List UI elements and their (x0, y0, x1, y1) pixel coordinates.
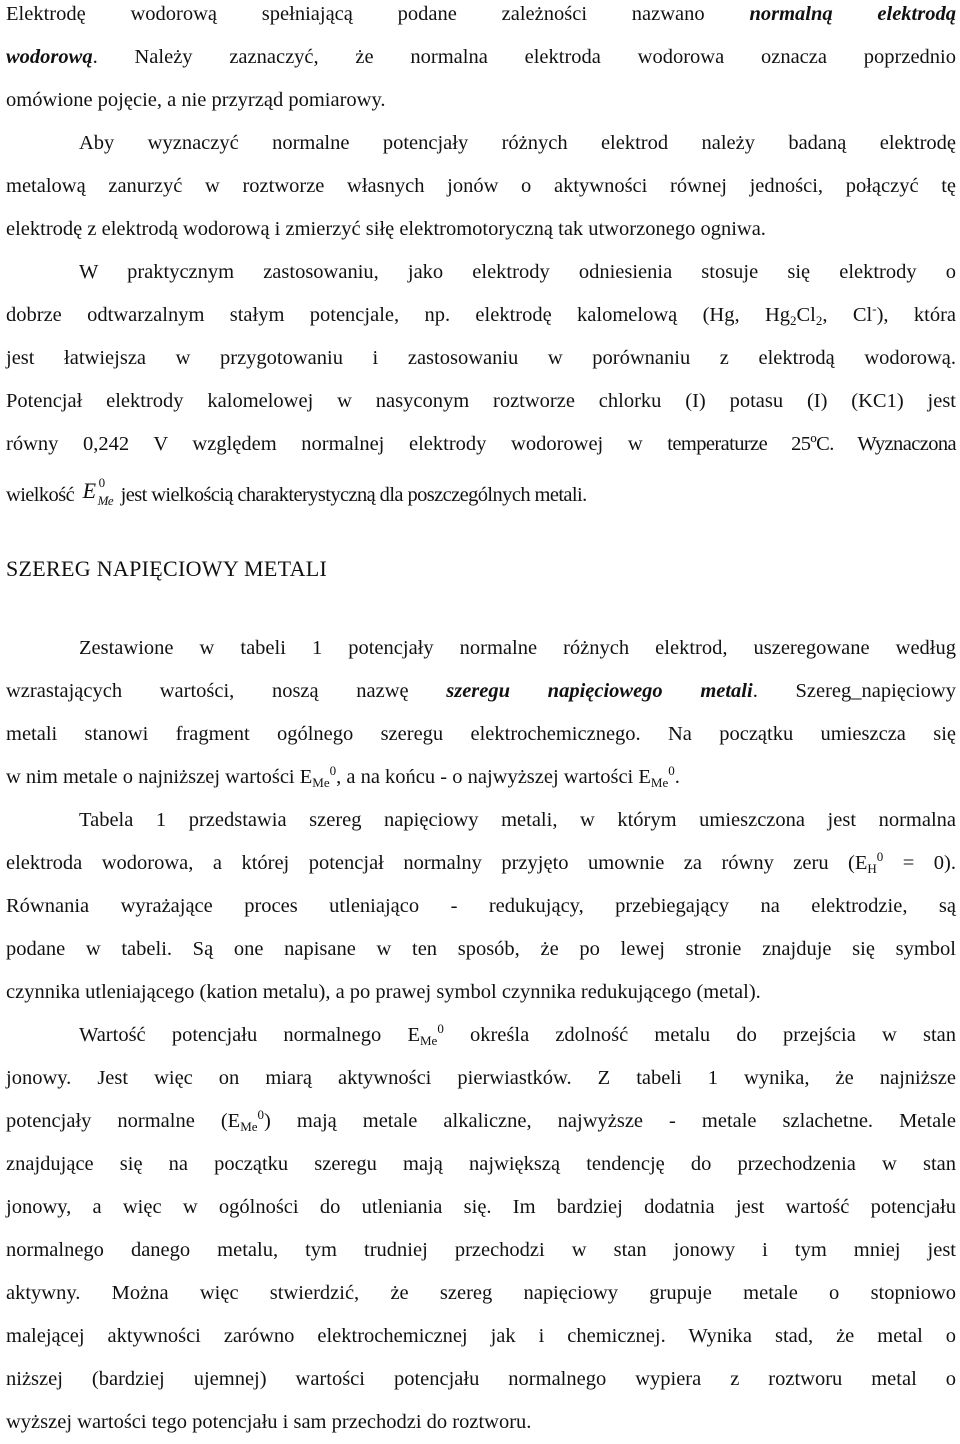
p2-line-2: metalową zanurzyć w roztworze własnych jonów o aktywności równej jedności, połączyć tę (6, 175, 956, 197)
section-heading: SZEREG NAPIĘCIOWY METALI (6, 556, 328, 581)
p3-line-1: W praktycznym zastosowaniu, jako elektrody odniesienia stosuje się elektrody o (79, 261, 956, 283)
text: Elektrodę wodorową spełniającą podane zależności nazwano (6, 3, 750, 25)
superscript: 0 (98, 475, 105, 490)
text: jest wielkością charakterystyczną dla poszczególnych metali. (120, 484, 587, 506)
subscript: H (867, 861, 877, 876)
p4-line-3: metali stanowi fragment ogólnego szeregu elektrochemicznego. Na początku umieszcza się (6, 723, 956, 745)
emphasis-term: wodorową (6, 46, 93, 68)
e-me-zero-symbol (79, 475, 121, 508)
p1-line-1 (6, 2, 956, 26)
text: Cl (796, 304, 816, 326)
superscript: 0 (668, 763, 675, 778)
text: równy 0,242 V względem normalnej elektrody wodorowej w (6, 433, 668, 455)
subscript: 2 (790, 313, 797, 328)
text: elektroda wodorowa, a której potencjał normalny przyjęto umownie za równy zeru (E (6, 852, 868, 874)
text: dobrze odtwarzalnym stałym potencjale, np. elektrodę kalomelową (Hg, Hg (6, 304, 790, 326)
superscript: 0 (437, 1021, 444, 1036)
text: ), która (876, 304, 957, 326)
p6-line-1 (79, 1023, 956, 1047)
text: wzrastających wartości, noszą nazwę (6, 680, 447, 702)
text: temperaturze 25ºC. Wyznaczona (667, 433, 957, 455)
text: . Należy zaznaczyć, że normalna elektroda wodorowa oznacza poprzednio (92, 46, 956, 68)
p1-line-3: omówione pojęcie, a nie przyrząd pomiarowy. (6, 89, 386, 111)
p3-line-4: Potencjał elektrody kalomelowej w nasyconym roztworze chlorku (I) potasu (I) (KC1) jest (6, 390, 956, 412)
emphasis-term: szeregu napięciowego metali (446, 680, 753, 702)
text: , Cl (822, 304, 873, 326)
p5-line-5: czynnika utleniającego (kation metalu), a po prawej symbol czynnika redukującego (metal). (6, 981, 761, 1003)
symbol-e: E (82, 478, 96, 503)
p3-line-6 (6, 475, 587, 508)
p5-line-4: podane w tabeli. Są one napisane w ten sposób, że po lewej stronie znajduje się symbol (6, 938, 956, 960)
text: określa zdolność metalu do przejścia w stan (443, 1024, 956, 1046)
p3-line-2 (6, 303, 956, 327)
p6-line-8: malejącej aktywności zarówno elektrochemicznej jak i chemicznej. Wynika stad, że metal o (6, 1325, 956, 1347)
p6-line-6: normalnego danego metalu, tym trudniej przechodzi w stan jonowy i tym mniej jest (6, 1239, 956, 1261)
text: , a na końcu - o najwyższej wartości E (336, 766, 651, 788)
p6-line-2: jonowy. Jest więc on miarą aktywności pierwiastków. Z tabeli 1 wynika, że najniższe (6, 1067, 956, 1089)
p1-line-2 (6, 45, 956, 69)
text: = 0). (883, 852, 957, 874)
p6-line-4: znajdujące się na początku szeregu mają największą tendencję do przechodzenia w stan (6, 1153, 956, 1175)
p3-line-5 (6, 432, 956, 456)
p2-line-1: Aby wyznaczyć normalne potencjały różnych elektrod należy badaną elektrodę (79, 132, 956, 154)
p6-line-10: wyższej wartości tego potencjału i sam przechodzi do roztworu. (6, 1411, 532, 1433)
subscript: Me (97, 493, 114, 508)
text: ) mają metale alkaliczne, najwyższe - metale szlachetne. Metale (264, 1110, 956, 1132)
subscript: Me (419, 1033, 438, 1048)
p3-line-3: jest łatwiejsza w przygotowaniu i zastosowaniu w porównaniu z elektrodą wodorową. (6, 347, 956, 369)
text: . Szereg_napięciowy (752, 680, 956, 702)
emphasis-term: normalną elektrodą (749, 3, 956, 25)
p4-line-4 (6, 765, 680, 789)
superscript: 0 (329, 763, 337, 778)
superscript: 0 (876, 849, 884, 864)
p6-line-5: jonowy, a więc w ogólności do utleniania się. Im bardziej dodatnia jest wartość potencjału (6, 1196, 956, 1218)
text: w nim metale o najniższej wartości E (6, 766, 313, 788)
superscript: - (872, 301, 877, 316)
p5-line-1: Tabela 1 przedstawia szereg napięciowy metali, w którym umieszczona jest normalna (79, 809, 956, 831)
text: potencjały normalne (E (6, 1110, 241, 1132)
superscript: 0 (257, 1107, 265, 1122)
subscript: Me (312, 775, 330, 790)
p4-line-2 (6, 679, 956, 703)
p2-line-3: elektrodę z elektrodą wodorową i zmierzyć siłę elektromotoryczną tak utworzonego ogniwa. (6, 218, 766, 240)
p4-line-1: Zestawione w tabeli 1 potencjały normalne różnych elektrod, uszeregowane według (79, 637, 956, 659)
p5-line-2 (6, 851, 956, 875)
text: wielkość (6, 484, 79, 506)
subscript: Me (240, 1119, 258, 1134)
text: . (674, 766, 680, 788)
p6-line-9: niższej (bardziej ujemnej) wartości potencjału normalnego wypiera z roztworu metal o (6, 1368, 956, 1390)
p5-line-3: Równania wyrażające proces utleniająco - redukujący, przebiegający na elektrodzie, są (6, 895, 956, 917)
text: Wartość potencjału normalnego E (79, 1024, 420, 1046)
p6-line-3 (6, 1109, 956, 1133)
subscript: 2 (815, 313, 823, 328)
p6-line-7: aktywny. Można więc stwierdzić, że szereg napięciowy grupuje metale o stopniowo (6, 1282, 956, 1304)
subscript: Me (650, 775, 669, 790)
